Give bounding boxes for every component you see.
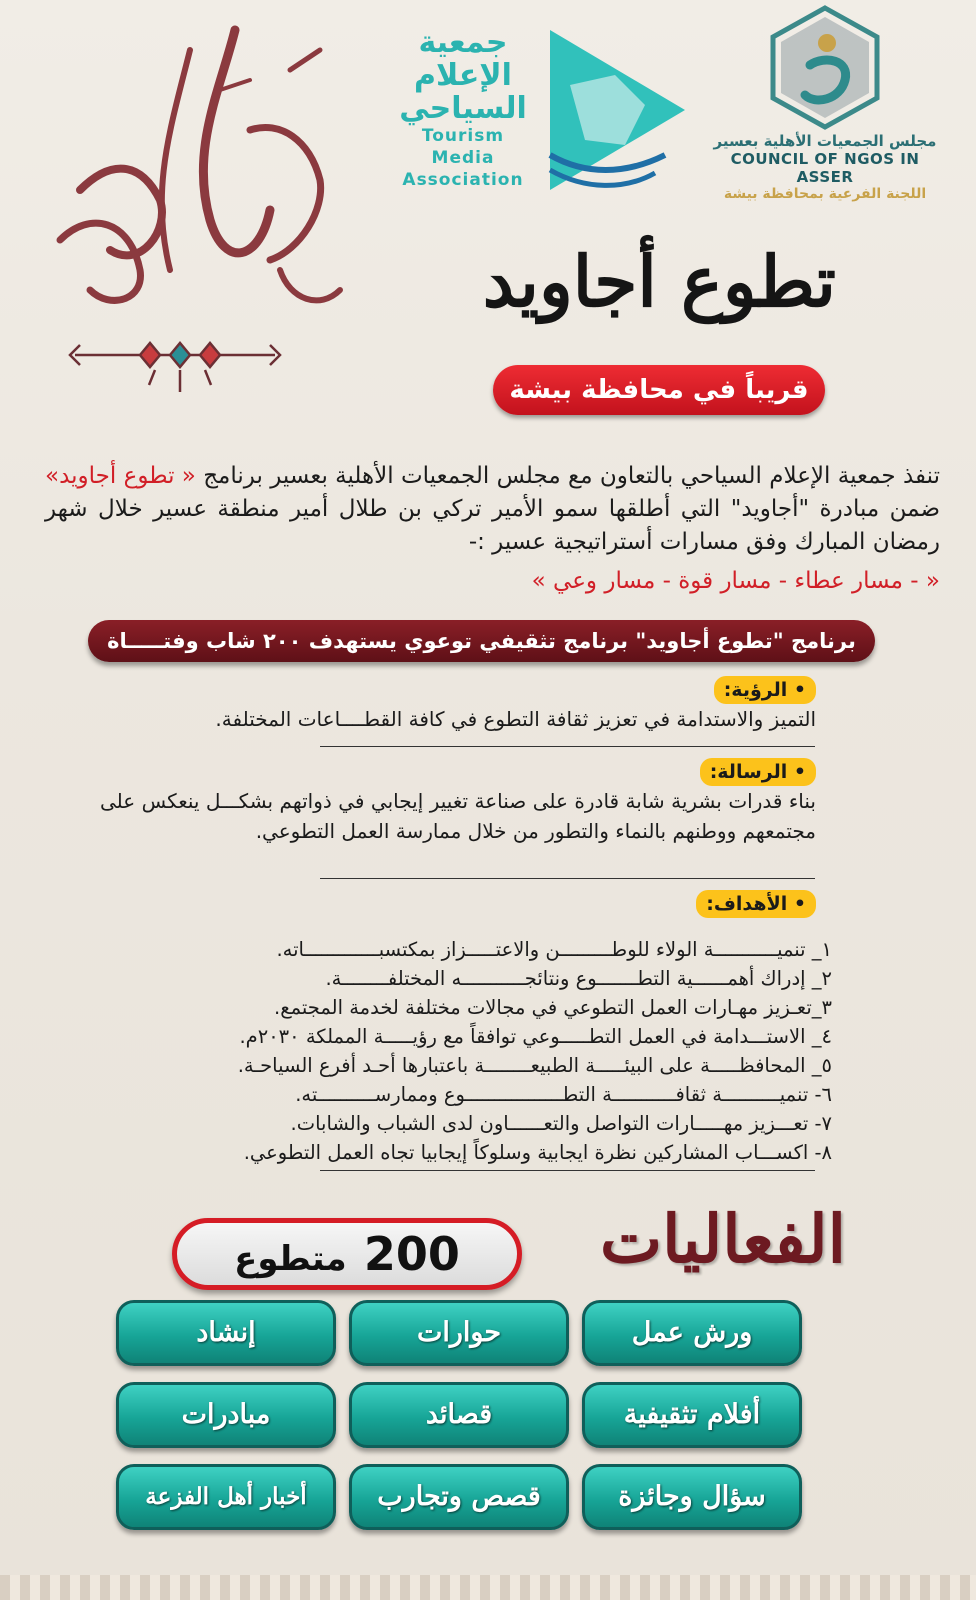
goal-item: ٦- تنميــــــــــة ثقافـــــــــــة التطـــــــــــــــــوع وممارســــــــــته. [295,1083,832,1106]
divider [320,746,815,747]
mission-label: • الرسالة: [700,758,816,786]
play-map-icon [545,25,695,200]
volunteer-count: 200 [363,1227,460,1281]
tma-en-line1: Tourism Media [421,126,505,168]
council-en-name: COUNCIL OF NGOS IN ASSER [730,150,920,186]
goal-item: ٥_ المحافظـــــة على البيئـــــة الطبيعــــــــة باعتبارها أحـد أفرع السياحـة. [237,1054,832,1077]
activity-dialogues-button[interactable]: حوارات [349,1300,569,1366]
tma-ar-line1: جمعية [418,25,508,60]
goal-item: ٧- تعـــزيز مهـــــارات التواصل والتعــــــاون لدى الشباب والشابات. [290,1112,832,1135]
divider [320,878,815,879]
goal-item: ١_ تنميـــــــــــة الولاء للوطـــــــــن والاعتـــــزاز بمكتسبـــــــــــــاته. [276,938,832,961]
tma-ar-line3: السياحي [399,91,527,126]
goals-label: • الأهداف: [696,890,816,918]
council-hexagon-icon [765,5,885,130]
activity-chanting-button[interactable]: إنشاد [116,1300,336,1366]
activity-initiatives-button[interactable]: مبادرات [116,1382,336,1448]
divider [320,1170,815,1171]
tourism-media-logo-text [388,26,538,191]
goal-item: ٢_ إدراك أهمــــــية التطـــــــوع ونتائجـــــــــــه المختلفــــــــة. [325,967,832,990]
intro-part2: ضمن مبادرة "أجاويد" التي أطلقها سمو الأمير تركي بن طلال أمير منطقة عسير خلال شهر رمضان المبارك وفق مسارات أستراتيجية عسير :- [45,496,940,555]
activity-films-button[interactable]: أفلام تثقيفية [582,1382,802,1448]
activity-quiz-button[interactable]: سؤال وجائزة [582,1464,802,1530]
goal-item: ٤_ الاستـــدامة في العمل التطـــــوعي توافقاً مع رؤيـــــة المملكة ٢٠٣٠م. [239,1025,832,1048]
activity-news-button[interactable]: أخبار أهل الفزعة [116,1464,336,1530]
ajaweed-calligraphy-logo [20,10,360,410]
intro-paragraph [45,460,940,559]
tracks-line: « - مسار عطاء - مسار قوة - مسار وعي » [531,568,940,594]
goals-list [112,935,832,1167]
decorative-bottom-border [0,1575,976,1600]
tma-en-line2: Association [402,170,524,190]
vision-text: التميز والاستدامة في تعزيز ثقافة التطوع في كافة القطــــاعات المختلفة. [215,707,816,731]
tma-ar-line2: الإعلام [414,58,512,93]
events-title: الفعاليات [599,1200,846,1278]
council-ar-sub: اللجنة الفرعية بمحافظة بيشة [723,186,927,202]
goal-item: ٣_تعـزيز مهـارات العمل التطوعي في مجالات مختلفة لخدمة المجتمع. [274,996,832,1019]
volunteer-count-badge [172,1218,522,1290]
council-ar-name: مجلس الجمعيات الأهلية بعسير [713,132,937,150]
activity-workshops-button[interactable]: ورش عمل [582,1300,802,1366]
coming-soon-badge: قريباً في محافظة بيشة [493,365,825,415]
council-logo-text [700,132,950,202]
goal-item: ٨- اكســـاب المشاركين نظرة ايجابية وسلوكاً إيجابيا تجاه العمل التطوعي. [243,1141,832,1164]
volunteer-label: متطوع [234,1239,347,1279]
intro-program-name: « تطوع أجاويد» [45,463,196,489]
main-title: تطوع أجاويد [482,240,836,323]
activity-stories-button[interactable]: قصص وتجارب [349,1464,569,1530]
intro-part1: تنفذ جمعية الإعلام السياحي بالتعاون مع مجلس الجمعيات الأهلية بعسير برنامج [203,463,941,489]
mission-text: بناء قدرات بشرية شابة قادرة على صناعة تغيير إيجابي في ذواتهم بشكـــل ينعكس على مجتمعهم ووطنهم بالنماء والتطور من خلال ممارسة العمل التطوعي. [100,789,816,843]
program-banner: برنامج "تطوع أجاويد" برنامج تثقيفي توعوي يستهدف ٢٠٠ شاب وفتـــــاة [88,620,875,662]
vision-label: • الرؤية: [714,676,816,704]
activity-poems-button[interactable]: قصائد [349,1382,569,1448]
